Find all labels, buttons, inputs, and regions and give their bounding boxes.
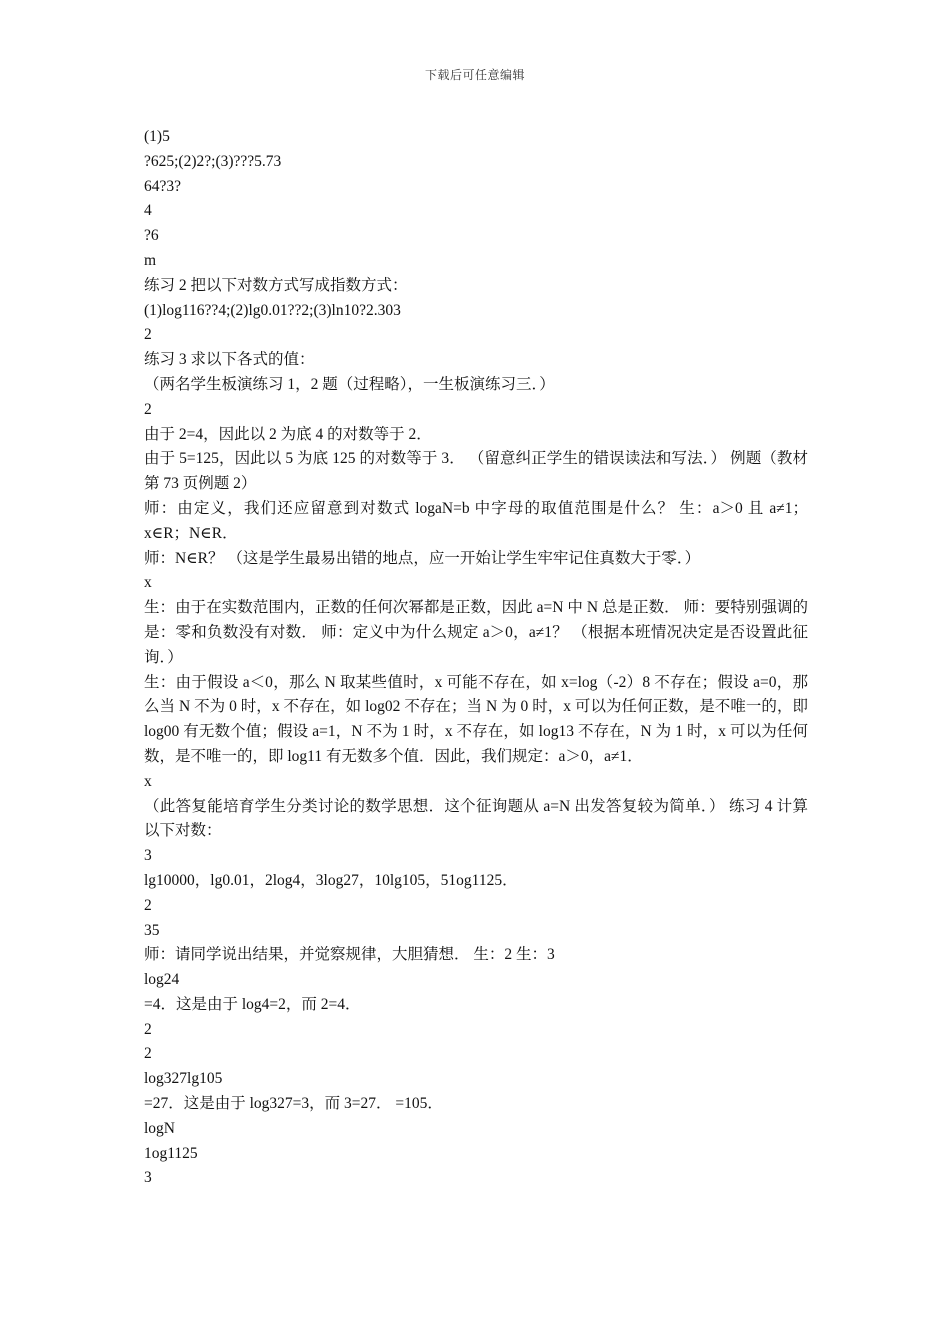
text-line: x [144, 772, 152, 790]
text-line: 2 [144, 400, 152, 418]
paragraph: 生：由于假设 a＜0，那么 N 取某些值时，x 可能不存在，如 x=log（-2）8 不存在；假设 a=0，那么当 N 不为 0 时，x 不存在，如 log02 不存在；当 N 为 0 时，x 可以为任何正数，是不唯一的，即 log00 有无数个值；假设 a=1，N 不为 1 时，x 不存在，如 log13 不存在，N 为 1 时，x 可以为任何数，是不唯一的，即 log11 有无数多个值．因此，我们规定：a＞0，a≠1． [144, 673, 809, 765]
text-line: log327lg105 [144, 1070, 223, 1088]
text-line: 1og1125 [144, 1144, 198, 1162]
text-line: （两名学生板演练习 1，2 题（过程略），一生板演练习三．） [144, 375, 555, 393]
text-line: lg10000，lg0.01，2log4，3log27，10lg105，51og1125． [144, 871, 518, 889]
text-line: (1)log116??4;(2)lg0.01??2;(3)ln10?2.303 [144, 301, 401, 319]
text-line: =4．这是由于 log4=2，而 2=4． [144, 995, 361, 1013]
text-line: 64?3? [144, 177, 182, 195]
text-line: 3 [144, 1169, 152, 1187]
text-line: log24 [144, 971, 180, 989]
text-line: 2 [144, 326, 152, 344]
exercise-heading: 练习 3 求以下各式的值： [144, 351, 315, 369]
paragraph: （此答复能培育学生分类讨论的数学思想．这个征询题从 a=N 出发答复较为简单．） 练习 4 计算以下对数： [144, 797, 808, 840]
page-header: 下载后可任意编辑 [424, 68, 525, 82]
document-body [144, 125, 808, 1191]
text-line: logN [144, 1119, 175, 1137]
text-line: 4 [144, 202, 152, 220]
text-line: 师：N∈R？ （这是学生最易出错的地点，应一开始让学生牢牢记住真数大于零．） [144, 549, 701, 567]
text-line: ?625;(2)2?;(3)???5.73 [144, 152, 282, 170]
paragraph: 生：由于在实数范围内，正数的任何次幂都是正数，因此 a=N 中 N 总是正数． 师：要特别强调的是：零和负数没有对数． 师：定义中为什么规定 a＞0，a≠1？ （根据本班情况决定是否设置此征询．） [144, 599, 808, 666]
paragraph: 师：由定义，我们还应留意到对数式 logaN=b 中字母的取值范围是什么？ 生：a＞0 且 a≠1；x∈R；N∈R． [144, 499, 808, 542]
text-line: 2 [144, 896, 152, 914]
text-line: m [144, 251, 157, 269]
text-line: 3 [144, 847, 152, 865]
text-line: =27．这是由于 log327=3，而 3=27． =105． [144, 1095, 443, 1113]
text-line: 35 [144, 921, 160, 939]
exercise-heading: 练习 2 把以下对数方式写成指数方式： [144, 276, 408, 294]
text-line: 师：请同学说出结果，并觉察规律，大胆猜想． 生：2 生：3 [144, 946, 555, 964]
text-line: 2 [144, 1020, 152, 1038]
text-line: ?6 [144, 227, 159, 245]
text-line: 2 [144, 1045, 152, 1063]
paragraph: 由于 5=125，因此以 5 为底 125 的对数等于 3． （留意纠正学生的错误读法和写法．） 例题（教材第 73 页例题 2） [144, 450, 808, 493]
text-line: 由于 2=4，因此以 2 为底 4 的对数等于 2． [144, 425, 432, 443]
text-line: x [144, 574, 152, 592]
text-line: (1)5 [144, 128, 170, 145]
